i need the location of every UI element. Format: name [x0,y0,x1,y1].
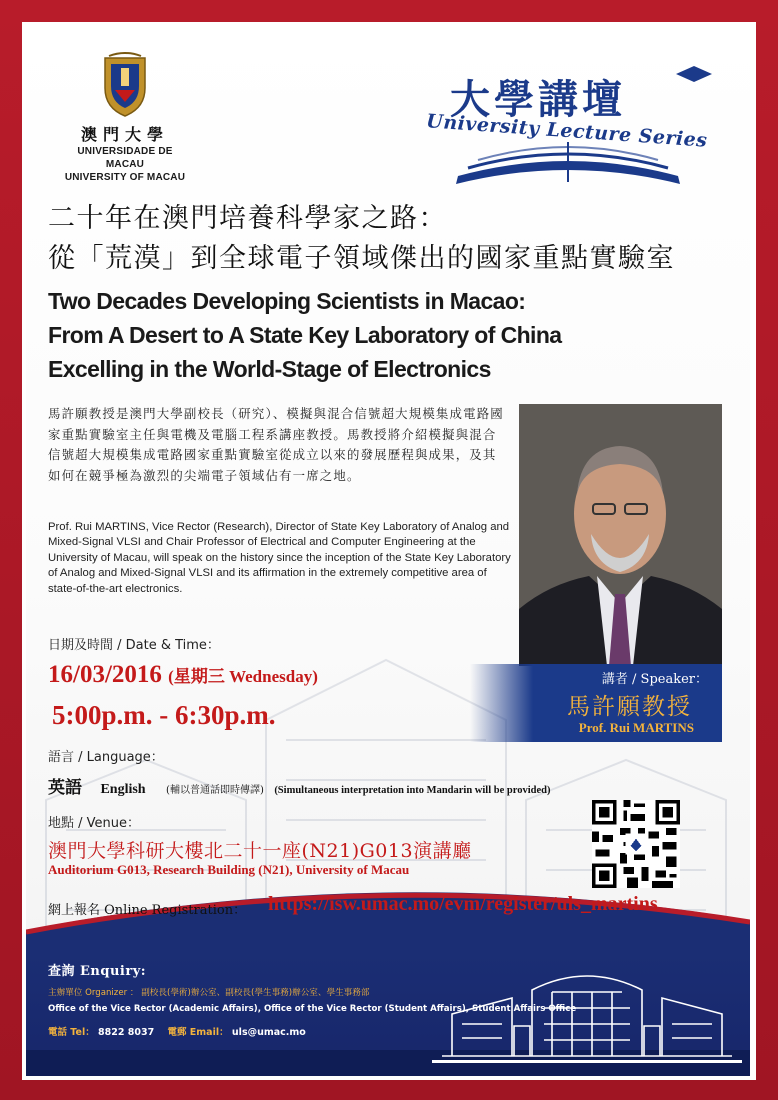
language-note-cn: (輔以普通話即時傳譯) [166,785,264,796]
event-time: 5:00p.m. - 6:30p.m. [52,700,276,730]
qr-code-icon[interactable] [592,800,680,888]
campus-building-icon [432,964,742,1074]
university-name-en: UNIVERSITY OF MACAU [64,172,186,183]
title-cn-line1: 二十年在澳門培養科學家之路： [48,203,447,234]
crest-icon [97,52,153,118]
language-cn: 英語 [48,778,82,798]
speaker-label: 講者 / Speaker： [601,672,708,687]
registration-label: 網上報名 Online Registration： [48,903,247,918]
event-date [48,661,318,689]
enquiry-title: 查詢 Enquiry: [48,964,147,979]
university-name-cn: 澳門大學 [80,125,169,144]
speaker-photo [519,404,722,666]
event-date-value: 16/03/2016 [48,661,162,688]
university-logo [60,52,190,184]
date-label: 日期及時間 / Date & Time： [48,638,220,653]
contact-line [48,1024,306,1038]
venue-en: Auditorium G013, Research Building (N21), University of Macau [48,862,410,877]
language-en: English [100,782,146,797]
organizer-en: Office of the Vice Rector (Academic Affairs), Office of the Vice Rector (Student Affairs), Student Affairs Office [48,1004,577,1014]
title-en-line2: From A Desert to A State Key Laboratory of China [48,322,562,348]
speaker-name-cn: 馬許願教授 [567,694,692,720]
registration-link[interactable]: https://isw.umac.mo/evm/register/uls_martins [268,893,658,915]
organizer-cn: 主辦單位 Organizer ： 副校長(學術)辦公室、副校長(學生事務)辦公室、學生事務部 [48,988,370,998]
tel-number[interactable]: 8822 8037 [98,1027,155,1038]
title-cn-line2: 從「荒漠」到全球電子領域傑出的國家重點實驗室 [48,243,675,274]
tel-label: 電話 Tel： [48,1027,95,1038]
language-line [48,773,550,798]
series-title-en: University Lecture Series [425,110,709,152]
speaker-box [470,664,722,742]
series-title-cn: 大學講壇 [450,76,626,123]
abstract-en: Prof. Rui MARTINS, Vice Rector (Research), Director of State Key Laboratory of Analog and Mixed-Signal VLSI and Chair Professor of Electrical and Computer Engineering at the University of Macau, will speak on the history since the inception of the State Key Laboratory of Analog and Mixed-Signal VLSI and its affirmation in the extremely competitive area of state-of-the-art electronics. [48,521,511,595]
language-note-en: (Simultaneous interpretation into Mandarin will be provided) [274,785,551,796]
speaker-name-en: Prof. Rui MARTINS [578,720,694,735]
title-en-line1: Two Decades Developing Scientists in Macao: [48,288,526,314]
venue-cn: 澳門大學科研大樓北二十一座(N21)G013演講廳 [48,840,472,862]
event-weekday: (星期三 Wednesday) [168,667,318,686]
speaker-portrait-icon [519,404,722,666]
venue-label: 地點 / Venue： [48,816,141,831]
email-label: 電郵 Email： [167,1027,229,1038]
email-address[interactable]: uls@umac.mo [231,1027,306,1038]
abstract-cn: 馬許願教授是澳門大學副校長（研究）、模擬與混合信號超大規模集成電路國家重點實驗室主任與電機及電腦工程系講座教授。馬教授將介紹模擬與混合信號超大規模集成電路國家重點實驗室從成立以來的發展歷程與成果，及其如何在競爭極為激烈的尖端電子領域佔有一席之地。 [48,406,504,483]
language-label: 語言 / Language： [48,750,164,765]
university-name-pt: UNIVERSIDADE DE MACAU [77,146,173,170]
title-en-line3: Excelling in the World-Stage of Electronics [48,356,491,382]
